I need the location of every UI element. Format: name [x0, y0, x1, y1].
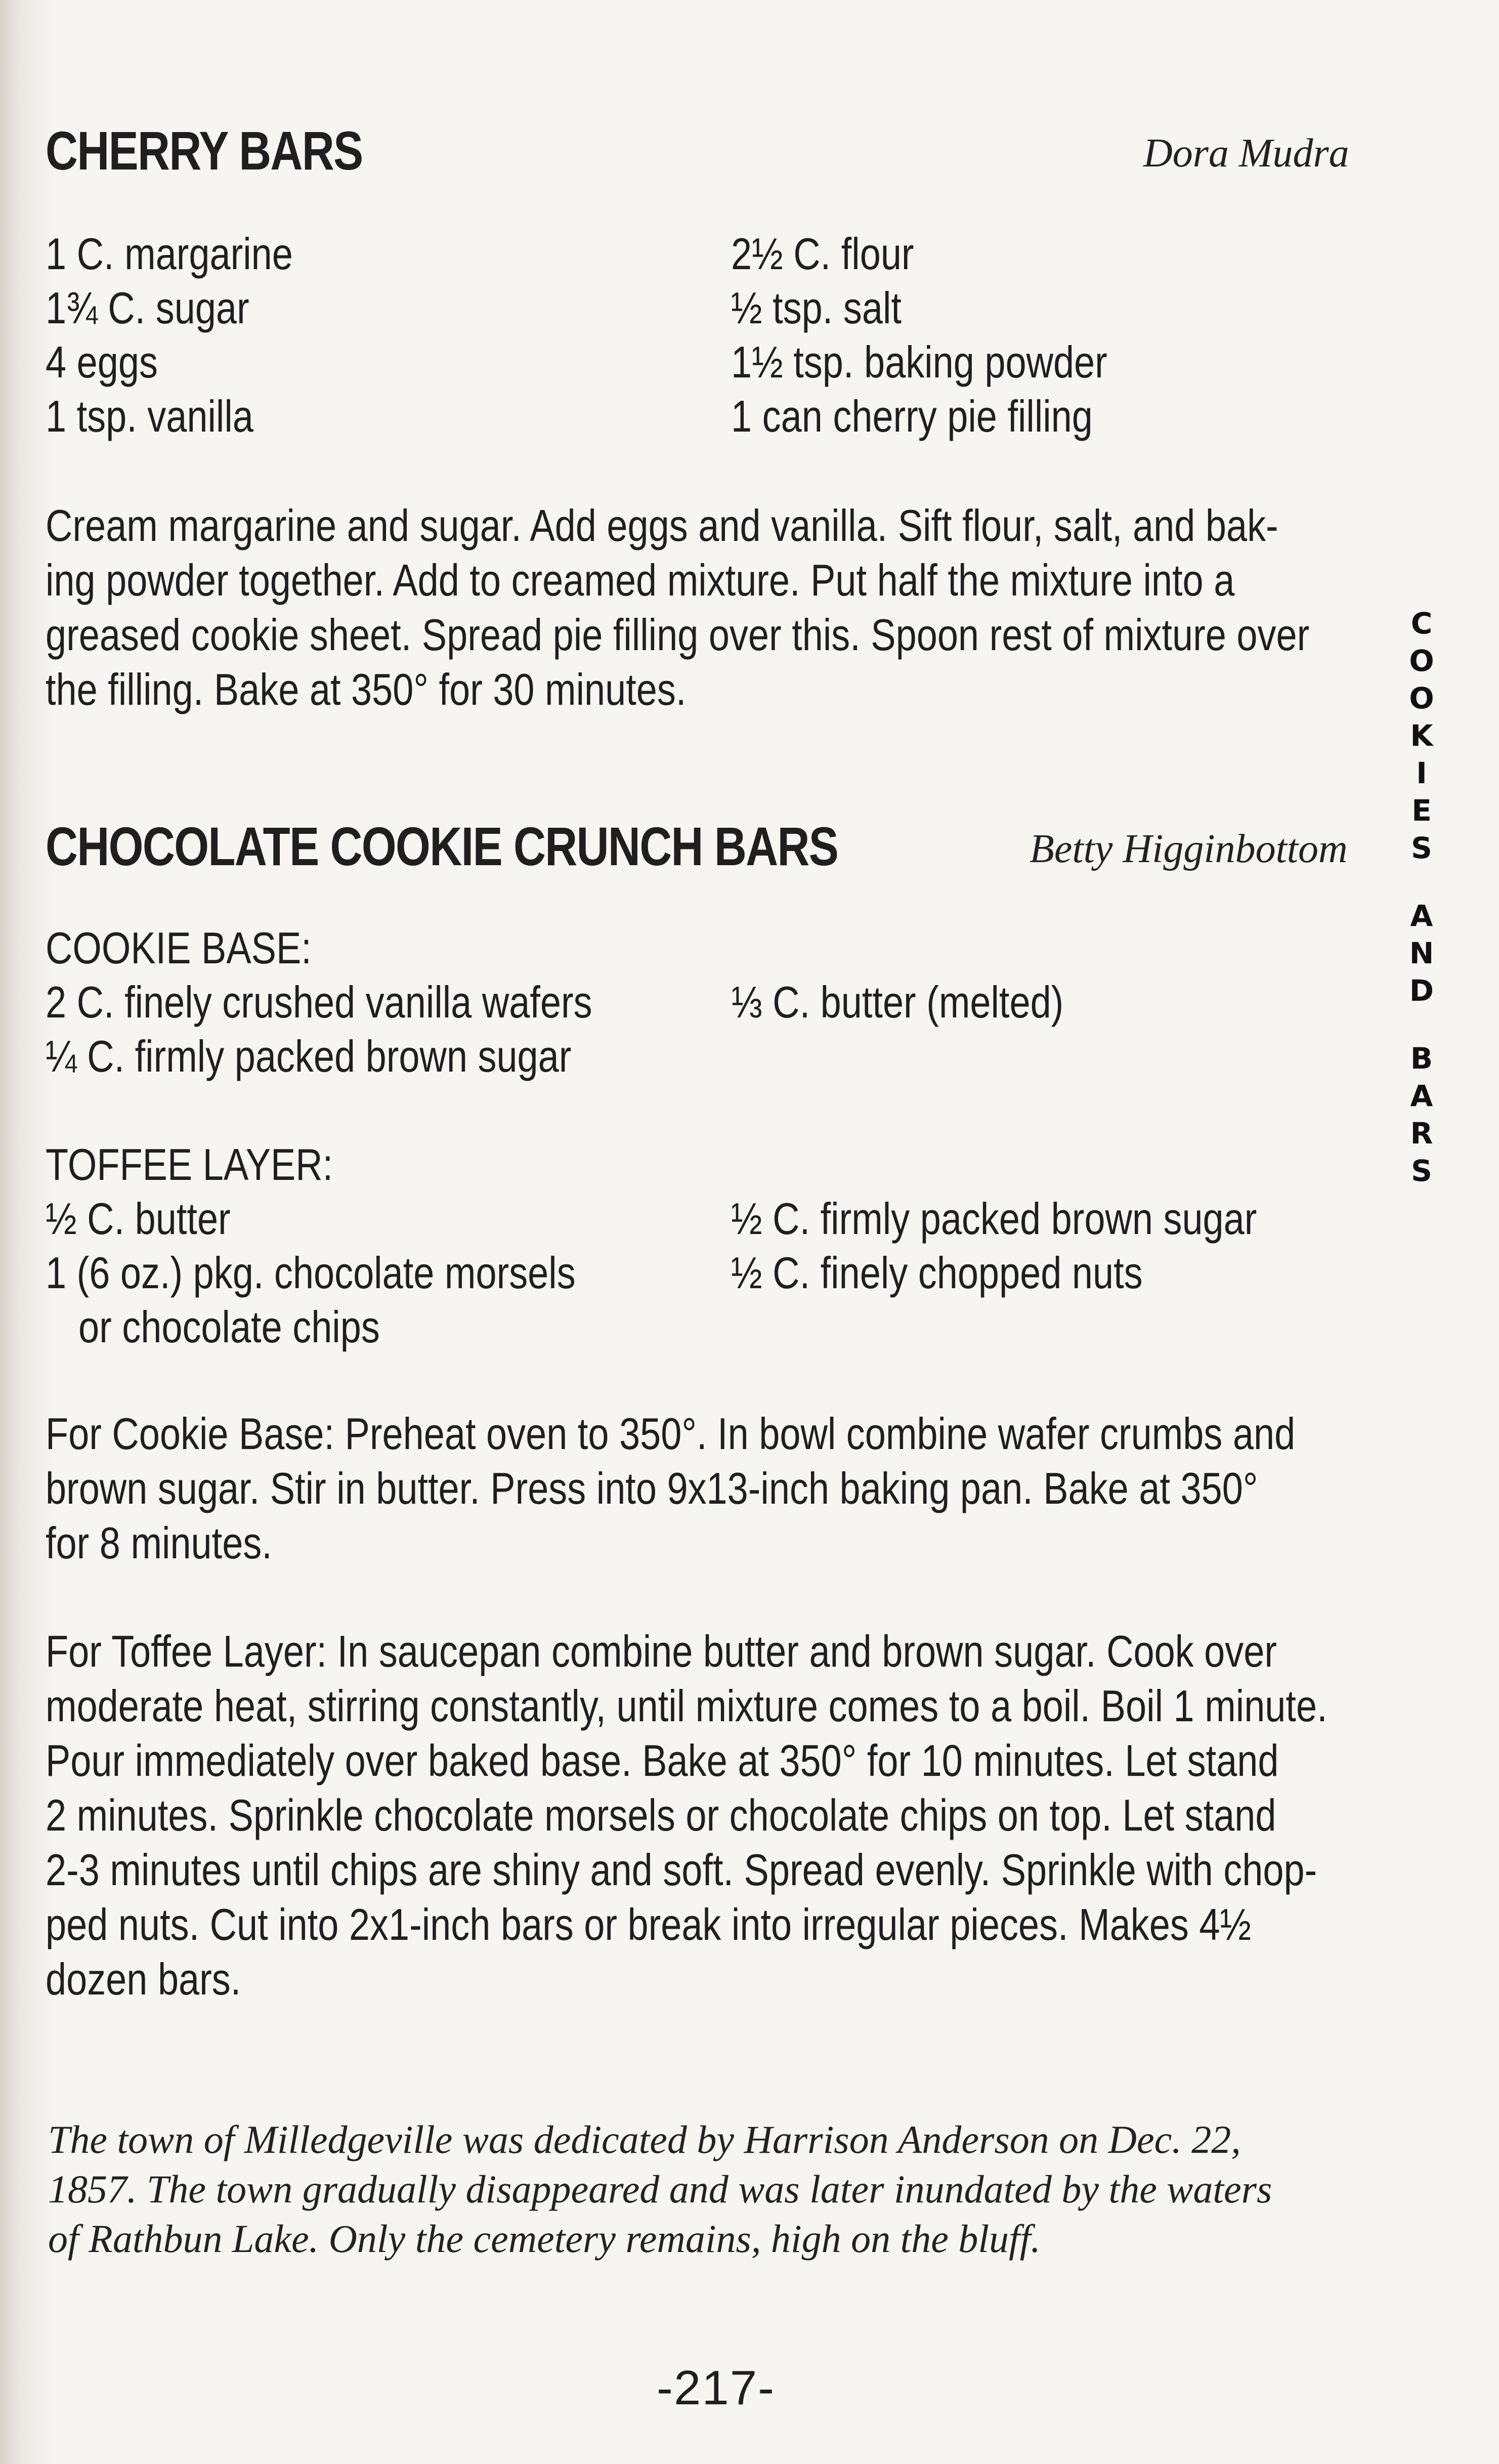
instruction-line: ped nuts. Cut into 2x1-inch bars or break into irregular pieces. Makes 4½ — [46, 1899, 1252, 1949]
recipe-author-betty-higginbottom: Betty Higginbottom — [1030, 827, 1348, 871]
ingredient-line: 1 C. margarine — [46, 229, 293, 279]
ingredient-line: ½ C. finely chopped nuts — [731, 1248, 1143, 1298]
section-label-toffee-layer: TOFFEE LAYER: — [46, 1139, 333, 1189]
instruction-line: greased cookie sheet. Spread pie filling over this. Spoon rest of mixture over — [46, 610, 1310, 660]
ingredient-line-indented: or chocolate chips — [78, 1302, 380, 1352]
footnote-line: The town of Milledgeville was dedicated by Harrison Anderson on Dec. 22, — [48, 2117, 1241, 2161]
ingredient-line: ½ C. butter — [46, 1194, 231, 1244]
side-tab-letter: S — [1411, 831, 1432, 865]
ingredient-line: 1 (6 oz.) pkg. chocolate morsels — [46, 1248, 576, 1298]
ingredient-line: 1½ tsp. baking powder — [731, 337, 1107, 387]
instruction-line: 2-3 minutes until chips are shiny and soft. Spread evenly. Sprinkle with chop- — [46, 1845, 1317, 1895]
instruction-line: dozen bars. — [46, 1954, 241, 2004]
ingredient-line: ½ tsp. salt — [731, 283, 902, 333]
recipe-instructions-cookie-base — [46, 1407, 1423, 1570]
side-tab-letter: A — [1410, 899, 1433, 933]
side-tab-letter: O — [1409, 644, 1434, 678]
instruction-line: brown sugar. Stir in butter. Press into 9x13-inch baking pan. Bake at 350° — [46, 1463, 1258, 1513]
instruction-line: For Cookie Base: Preheat oven to 350°. In bowl combine wafer crumbs and — [46, 1409, 1296, 1459]
historical-footnote — [48, 2115, 1414, 2264]
instruction-line: moderate heat, stirring constantly, until mixture comes to a boil. Boil 1 minute. — [46, 1681, 1327, 1731]
side-tab-letter: C — [1410, 606, 1433, 641]
instruction-line: 2 minutes. Sprinkle chocolate morsels or chocolate chips on top. Let stand — [46, 1790, 1276, 1840]
side-tab-letter: E — [1411, 793, 1432, 828]
ingredient-line: 4 eggs — [46, 337, 158, 387]
chapter-side-tab — [1401, 605, 1442, 1189]
ingredient-line: 1 can cherry pie filling — [731, 391, 1093, 441]
instruction-line: ing powder together. Add to creamed mixture. Put half the mixture into a — [46, 555, 1235, 605]
recipe-instructions — [46, 498, 1423, 717]
ingredient-line: ¼ C. firmly packed brown sugar — [46, 1031, 572, 1081]
side-tab-letter: K — [1410, 718, 1433, 753]
recipe-author-dora-mudra: Dora Mudra — [1143, 131, 1349, 176]
footnote-line: 1857. The town gradually disappeared and was later inundated by the waters — [48, 2167, 1272, 2211]
footnote-line: of Rathbun Lake. Only the cemetery remains, high on the bluff. — [48, 2217, 1041, 2261]
side-tab-gap — [1401, 867, 1442, 897]
side-tab-gap — [1401, 1009, 1442, 1040]
ingredient-line: ⅓ C. butter (melted) — [731, 977, 1064, 1027]
ingredient-line: 1 tsp. vanilla — [46, 391, 253, 441]
side-tab-letter: D — [1409, 973, 1434, 1008]
instruction-line: Cream margarine and sugar. Add eggs and vanilla. Sift flour, salt, and bak- — [46, 500, 1278, 550]
instruction-line: For Toffee Layer: In saucepan combine butter and brown sugar. Cook over — [46, 1626, 1277, 1676]
side-tab-letter: R — [1410, 1116, 1433, 1151]
recipe-title-cherry-bars: CHERRY BARS — [46, 120, 363, 181]
page-number: -217- — [657, 2361, 776, 2415]
recipe-title-chocolate-cookie-crunch-bars: CHOCOLATE COOKIE CRUNCH BARS — [46, 816, 838, 877]
side-tab-letter: B — [1410, 1041, 1433, 1076]
side-tab-letter: I — [1416, 756, 1427, 790]
ingredient-line: 1¾ C. sugar — [46, 283, 249, 333]
instruction-line: Pour immediately over baked base. Bake at 350° for 10 minutes. Let stand — [46, 1735, 1279, 1786]
recipe-instructions-toffee-layer — [46, 1624, 1423, 2007]
ingredient-line: 2½ C. flour — [731, 229, 914, 279]
side-tab-letter: S — [1411, 1154, 1432, 1188]
ingredient-line: 2 C. finely crushed vanilla wafers — [46, 977, 592, 1027]
side-tab-letter: O — [1409, 681, 1434, 715]
side-tab-letter: A — [1410, 1079, 1433, 1113]
instruction-line: the filling. Bake at 350° for 30 minutes. — [46, 664, 687, 714]
instruction-line: for 8 minutes. — [46, 1518, 272, 1568]
section-label-cookie-base: COOKIE BASE: — [46, 923, 312, 973]
side-tab-letter: N — [1409, 936, 1434, 970]
ingredient-line: ½ C. firmly packed brown sugar — [731, 1194, 1257, 1244]
